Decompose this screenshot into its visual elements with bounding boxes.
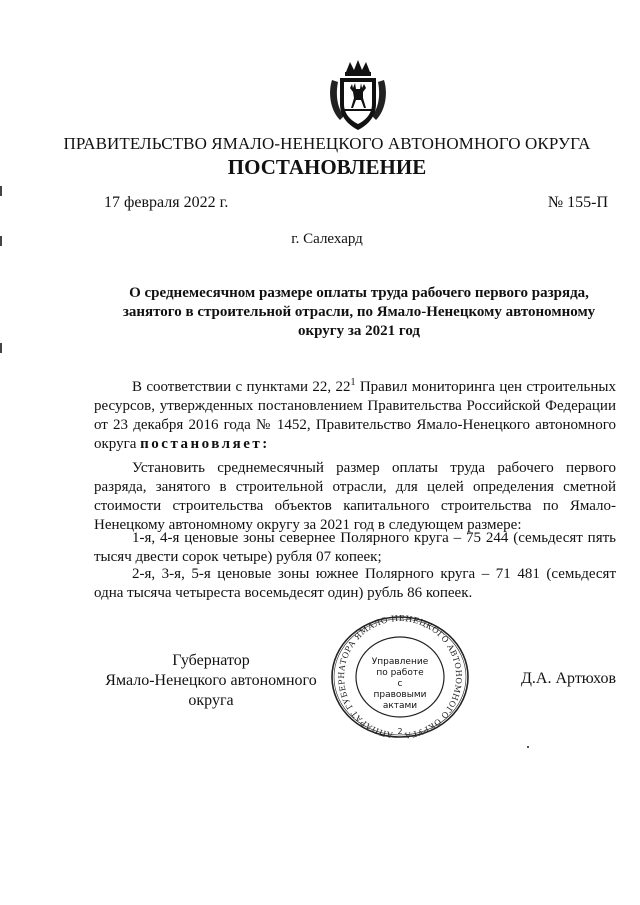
document-city: г. Салехард — [291, 231, 363, 247]
scan-margin-mark — [0, 343, 2, 353]
document-type: ПОСТАНОВЛЕНИЕ — [227, 155, 427, 179]
stamp-number: 2 — [397, 727, 403, 736]
signatory-position-line2: Ямало-Ненецкого автономного округа — [105, 672, 317, 709]
yamal-coat-of-arms-icon — [326, 58, 390, 134]
scan-speck — [527, 746, 529, 748]
signatory-position — [96, 651, 326, 711]
preamble-superscript: 1 — [350, 377, 356, 388]
signatory-position-line1: Губернатор — [172, 652, 250, 669]
preamble-text: В соответствии с пунктами 22, 22 — [132, 379, 351, 395]
document-number: № 155-П — [547, 194, 608, 211]
stamp-ring-text: АППАРАТ ГУБЕРНАТОРА ЯМАЛО-НЕНЕЦКОГО АВТОНОМНОГО ОКРУГА — [336, 613, 464, 740]
paragraph-zone-south: 2-я, 3-я, 5-я ценовые зоны южнее Полярного круга – 71 481 (семьдесят одна тысяча четыреста восемьдесят один) рубль 86 копеек. — [94, 566, 616, 601]
document-date: 17 февраля 2022 г. — [104, 194, 229, 211]
stamp-center-line1: Управление — [371, 657, 429, 667]
paragraph-establish: Установить среднемесячный размер оплаты труда рабочего первого разряда, занятого в строительной отрасли, для целей определения сметной стоимости строительства объектов капитального строительства по Ямало-Ненецкому автономному округу за 2021 год в следующем размере: — [94, 460, 616, 533]
stamp-center-line4: актами — [382, 701, 418, 711]
preamble-text-rest: Правил мониторинга цен строительных ресурсов, утвержденных постановлением Правительства Российской Федерации от 23 декабря 2016 года № 1452, Правительство Ямало-Ненецкого автономного округа — [94, 379, 616, 452]
document-title: О среднемесячном размере оплаты труда рабочего первого разряда, занятого в строительной отрасли, по Ямало-Ненецкому автономному округу за 2021 год — [122, 285, 596, 339]
stamp-center-line2: по работе — [376, 668, 424, 678]
scan-margin-mark — [0, 186, 2, 196]
preamble-decree-word: постановляет: — [140, 436, 270, 452]
signatory-name: Д.А. Артюхов — [521, 670, 617, 687]
paragraph-zone-north: 1-я, 4-я ценовые зоны севернее Полярного круга – 75 244 (семьдесят пять тысяч двести сорок четыре) рубля 07 копеек; — [94, 530, 616, 565]
organization-name: ПРАВИТЕЛЬСТВО ЯМАЛО-НЕНЕЦКОГО АВТОНОМНОГО ОКРУГА — [63, 134, 591, 153]
stamp-center-text — [370, 657, 430, 712]
stamp-center-line3: с правовыми — [373, 679, 427, 700]
paragraph-preamble — [94, 373, 616, 454]
